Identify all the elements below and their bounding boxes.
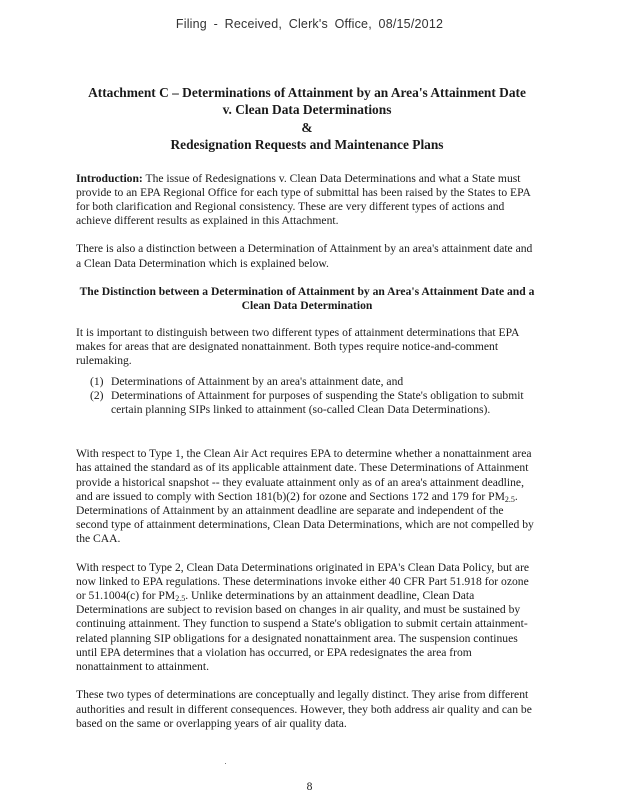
page-number: 8 xyxy=(306,780,313,793)
title-line-2: v. Clean Data Determinations xyxy=(222,102,392,118)
distinction-paragraph: There is also a distinction between a Determination of Attainment by an area's attainment date and a Clean Data Determination which is explained below. xyxy=(76,242,533,270)
pm-subscript: 2.5 xyxy=(175,594,186,604)
type1-text-b: . Determinations of Attainment by an attainment deadline are separate and independent of the second type of attainment determinations, Clean Data Determinations, which are not compelled by the CAA. xyxy=(76,489,534,546)
pm-subscript: 2.5 xyxy=(504,494,515,504)
type2-paragraph xyxy=(76,561,538,675)
list-item xyxy=(76,389,538,417)
scan-artifact xyxy=(225,763,226,764)
section-heading: The Distinction between a Determination of Attainment by an Area's Attainment Date and a Clean Data Determination xyxy=(79,284,535,313)
introduction-label: Introduction: xyxy=(76,171,143,185)
document-body xyxy=(76,84,538,745)
list-item-text: Determinations of Attainment by an area's attainment date, and xyxy=(111,374,404,388)
type1-text-a: With respect to Type 1, the Clean Air Act requires EPA to determine whether a nonattainment area has attained the standard as of its applicable attainment date. These Determinations of Attainment provide a historical snapshot -- they evaluate attainment only as of an area's attainment deadline, and are issued to comply with Section 181(b)(2) for ozone and Sections 172 and 179 for PM xyxy=(76,447,532,503)
document-title xyxy=(76,84,538,154)
list-item xyxy=(76,375,538,389)
attainment-types-list xyxy=(76,375,538,418)
filing-stamp: Filing - Received, Clerk's Office, 08/15/2012 xyxy=(175,17,444,31)
title-line-4: Redesignation Requests and Maintenance Plans xyxy=(170,137,444,153)
title-line-3: & xyxy=(301,119,313,135)
list-item-number: (1) xyxy=(90,374,104,388)
type1-paragraph xyxy=(76,447,538,546)
introduction-paragraph xyxy=(76,172,538,229)
closing-paragraph: These two types of determinations are conceptually and legally distinct. They arise from different authorities and result in different consequences. However, they both address air quality and can be based on the same or overlapping years of air quality data. xyxy=(76,688,532,730)
list-item-text: Determinations of Attainment for purposes of suspending the State's obligation to submit certain planning SIPs linked to attainment (so-called Clean Data Determinations). xyxy=(111,388,524,417)
title-line-1: Attachment C – Determinations of Attainment by an Area's Attainment Date xyxy=(88,85,526,100)
list-item-number: (2) xyxy=(90,388,104,402)
section-intro-paragraph: It is important to distinguish between two different types of attainment determinations that EPA makes for areas that are designated nonattainment. Both types require notice-and-comment rulemaking. xyxy=(76,326,519,368)
introduction-text: The issue of Redesignations v. Clean Data Determinations and what a State must provide to an EPA Regional Office for each type of submittal has been raised by the States to EPA for both clarification and Regional consistency. These are very different types of actions and achieve different results as explained in this Attachment. xyxy=(76,171,531,228)
type2-text-a: With respect to Type 2, Clean Data Determinations originated in EPA's Clean Data Policy, but are now linked to EPA regulations. These determinations invoke either 40 CFR Part 51.918 for ozone or 51.1004(c) for PM xyxy=(76,560,530,603)
type2-text-b: . Unlike determinations by an attainment deadline, Clean Data Determinations are subject to revision based on changes in air quality, and must be sustained by continuing attainment. They function to suspend a State's obligation to submit certain attainment-related planning SIP obligations for a designated nonattainment area. The suspension continues until EPA determines that a violation has occurred, or EPA redesignates the area from nonattainment to attainment. xyxy=(76,589,528,674)
